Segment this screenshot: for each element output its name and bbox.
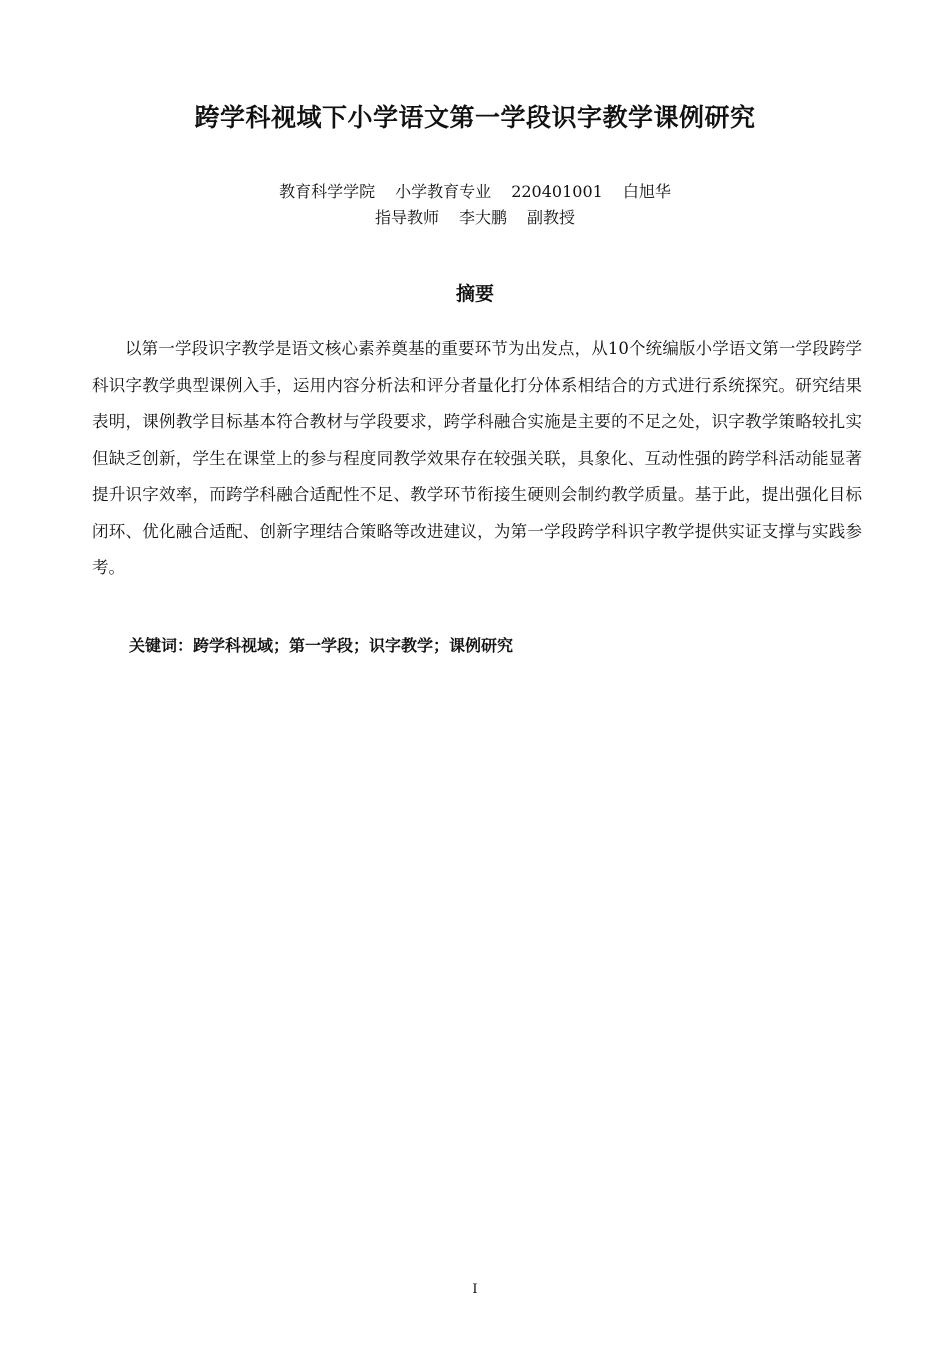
abstract-text: 以第一学段识字教学是语文核心素养奠基的重要环节为出发点，从10个统编版小学语文第一学段跨学科识字教学典型课例入手，运用内容分析法和评分者量化打分体系相结合的方式进行系统探究。研究结果表明，课例教学目标基本符合教材与学段要求，跨学科融合实施是主要的不足之处，识字教学策略较扎实但缺乏创新，学生在课堂上的参与程度同教学效果存在较强关联，具象化、互动性强的跨学科活动能显著提升识字效率，而跨学科融合适配性不足、教学环节衔接生硬则会制约教学质量。基于此，提出强化目标闭环、优化融合适配、创新字理结合策略等改进建议，为第一学段跨学科识字教学提供实证支撑与实践参考。 (92, 339, 862, 577)
keywords-text: 跨学科视域；第一学段；识字教学；课例研究 (193, 636, 514, 655)
advisor-name: 李大鹏 (458, 208, 507, 227)
advisor-title: 副教授 (527, 208, 576, 227)
keywords-line (129, 633, 513, 656)
student-name: 白旭华 (622, 182, 671, 201)
advisor-info-line (0, 205, 950, 228)
page-number: I (472, 1282, 478, 1297)
abstract-heading: 摘要 (455, 283, 494, 305)
keywords-label: 关键词： (129, 636, 194, 655)
college-name: 教育科学学院 (279, 182, 376, 201)
advisor-label: 指导教师 (374, 208, 439, 227)
student-id: 220401001 (511, 182, 603, 201)
author-info-line (0, 179, 950, 202)
major-name: 小学教育专业 (395, 182, 492, 201)
document-title: 跨学科视域下小学语文第一学段识字教学课例研究 (194, 103, 756, 132)
